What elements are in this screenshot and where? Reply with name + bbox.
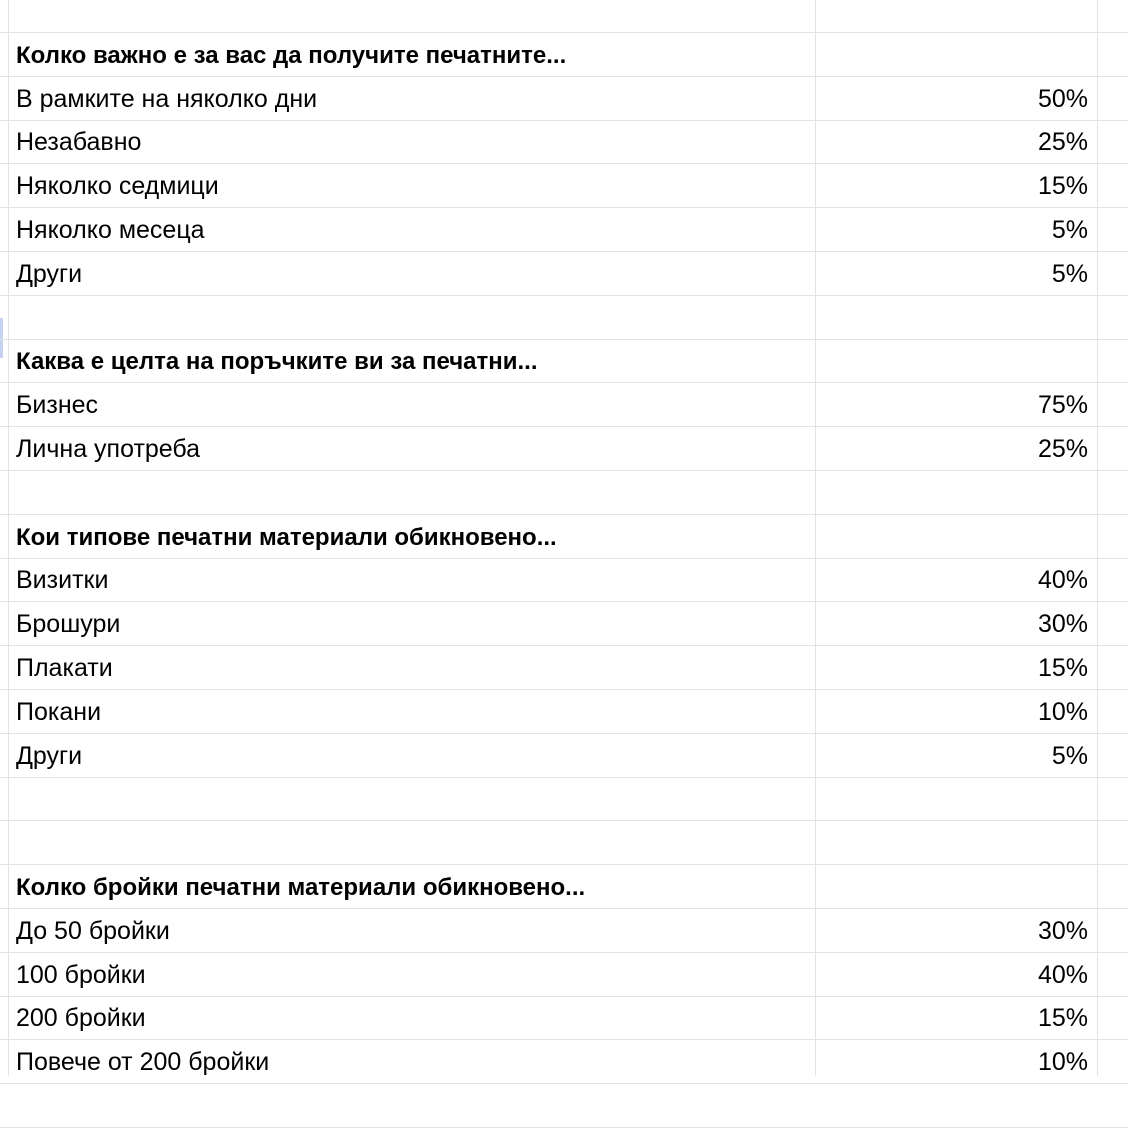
- label-cell[interactable]: [8, 0, 816, 33]
- section-title-cell[interactable]: Каква е целта на поръчките ви за печатни...: [16, 348, 538, 376]
- label-cell[interactable]: [8, 778, 816, 821]
- table-row[interactable]: [0, 1085, 1128, 1128]
- label-cell[interactable]: Визитки: [16, 566, 109, 595]
- label-cell[interactable]: Няколко месеца: [16, 216, 205, 244]
- label-cell[interactable]: Други: [16, 259, 83, 288]
- section-title-cell[interactable]: Кои типове печатни материали обикновено...: [16, 523, 557, 551]
- table-row[interactable]: [0, 472, 1128, 515]
- table-row[interactable]: [0, 691, 1128, 734]
- section-title-cell[interactable]: Колко бройки печатни материали обикновено...: [16, 874, 586, 901]
- percentage-cell[interactable]: [815, 472, 1088, 515]
- label-cell[interactable]: Незабавно: [16, 128, 142, 157]
- table-row[interactable]: [0, 78, 1128, 121]
- table-row[interactable]: [0, 778, 1128, 821]
- label-cell[interactable]: Лична употреба: [16, 435, 201, 463]
- percentage-cell[interactable]: [815, 778, 1088, 821]
- label-cell[interactable]: Плакати: [16, 654, 113, 682]
- table-row[interactable]: [0, 297, 1128, 340]
- percentage-cell[interactable]: 75%: [1037, 391, 1088, 420]
- table-row[interactable]: [0, 428, 1128, 471]
- label-cell[interactable]: 100 бройки: [16, 960, 146, 989]
- table-row[interactable]: [0, 209, 1128, 252]
- percentage-cell[interactable]: 25%: [1037, 435, 1088, 463]
- percentage-cell[interactable]: 50%: [1037, 84, 1088, 113]
- table-row[interactable]: [0, 0, 1128, 33]
- percentage-cell[interactable]: 40%: [1037, 566, 1088, 595]
- table-row[interactable]: [0, 165, 1128, 208]
- label-cell[interactable]: Няколко седмици: [16, 172, 219, 201]
- section-header-row[interactable]: [0, 340, 1128, 383]
- percentage-cell[interactable]: 5%: [1051, 259, 1088, 288]
- label-cell[interactable]: Брошури: [16, 610, 121, 639]
- percentage-cell[interactable]: 30%: [1037, 610, 1088, 639]
- label-cell[interactable]: Покани: [16, 697, 102, 726]
- percentage-cell[interactable]: [815, 297, 1088, 340]
- percentage-cell[interactable]: 40%: [1037, 960, 1088, 989]
- table-row[interactable]: [0, 253, 1128, 296]
- percentage-cell[interactable]: 15%: [1037, 172, 1088, 201]
- percentage-cell[interactable]: 25%: [1037, 128, 1088, 157]
- percentage-cell[interactable]: 15%: [1037, 1004, 1088, 1033]
- table-row[interactable]: [0, 384, 1128, 427]
- percentage-cell[interactable]: 30%: [1037, 916, 1088, 945]
- table-row[interactable]: [0, 603, 1128, 646]
- percentage-cell[interactable]: 5%: [1051, 216, 1088, 244]
- section-header-row[interactable]: [0, 34, 1128, 77]
- table-row[interactable]: [0, 559, 1128, 602]
- label-cell[interactable]: Други: [16, 741, 83, 770]
- label-cell[interactable]: [8, 822, 816, 865]
- percentage-cell[interactable]: [815, 866, 1088, 909]
- label-cell[interactable]: 200 бройки: [16, 1004, 146, 1033]
- percentage-cell[interactable]: [815, 1085, 1088, 1128]
- section-title-cell[interactable]: Колко важно е за вас да получите печатните...: [16, 41, 567, 69]
- percentage-cell[interactable]: [815, 516, 1088, 559]
- table-row[interactable]: [0, 822, 1128, 865]
- percentage-cell[interactable]: 5%: [1051, 741, 1088, 770]
- percentage-cell[interactable]: [815, 0, 1088, 33]
- label-cell[interactable]: Бизнес: [16, 391, 99, 420]
- section-header-row[interactable]: [0, 516, 1128, 559]
- label-cell[interactable]: [8, 297, 816, 340]
- percentage-cell[interactable]: [815, 34, 1088, 77]
- label-cell[interactable]: [8, 1085, 816, 1128]
- label-cell[interactable]: Повече от 200 бройки: [16, 1048, 270, 1077]
- label-cell[interactable]: До 50 бройки: [16, 916, 170, 945]
- table-row[interactable]: [0, 1041, 1128, 1084]
- percentage-cell[interactable]: [815, 340, 1088, 383]
- percentage-cell[interactable]: 15%: [1037, 654, 1088, 682]
- table-row[interactable]: [0, 647, 1128, 690]
- percentage-cell[interactable]: 10%: [1037, 697, 1088, 726]
- percentage-cell[interactable]: [815, 822, 1088, 865]
- table-row[interactable]: [0, 997, 1128, 1040]
- table-row[interactable]: [0, 910, 1128, 953]
- label-cell[interactable]: В рамките на няколко дни: [16, 84, 318, 113]
- table-row[interactable]: [0, 121, 1128, 164]
- table-row[interactable]: [0, 735, 1128, 778]
- label-cell[interactable]: [8, 472, 816, 515]
- table-row[interactable]: [0, 954, 1128, 997]
- section-header-row[interactable]: [0, 866, 1128, 909]
- percentage-cell[interactable]: 10%: [1037, 1048, 1088, 1077]
